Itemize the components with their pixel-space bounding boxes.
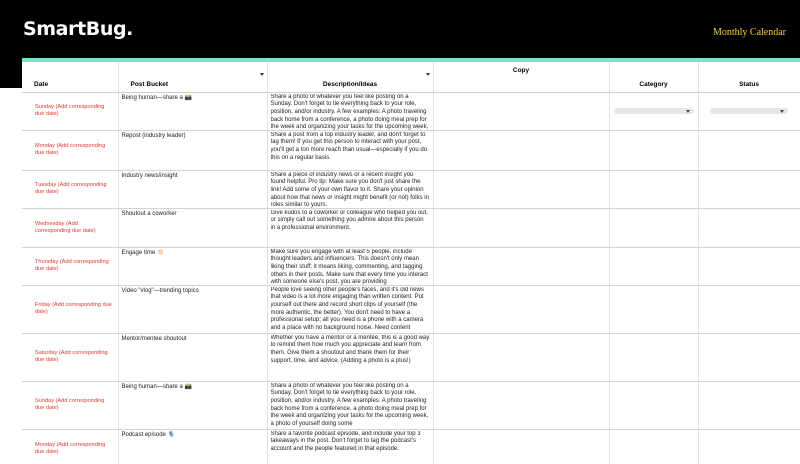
status-cell[interactable]	[698, 333, 800, 381]
post-bucket-cell[interactable]: Being human—share a 📸	[118, 92, 267, 130]
post-bucket-cell[interactable]: Industry news/insight	[118, 170, 267, 208]
copy-cell[interactable]	[433, 208, 609, 247]
smartbug-logo: SmartBug.	[23, 18, 133, 40]
date-cell[interactable]: Sunday (Add corresponding due date)	[22, 381, 118, 429]
status-cell[interactable]	[698, 381, 800, 429]
post-bucket-cell[interactable]: Repost (industry leader)	[118, 130, 267, 170]
description-cell[interactable]: Make sure you engage with at least 5 people, include thought leaders and influencers. This doesn't only mean liking their stuff; it means liking, commenting, and tagging others in their posts. Make sure that every time you interact with someone else's post, you are providing	[267, 247, 433, 285]
date-cell[interactable]: Wednesday (Add corresponding due date)	[22, 208, 118, 247]
copy-cell[interactable]	[433, 130, 609, 170]
date-cell[interactable]: Monday (Add corresponding due date)	[22, 130, 118, 170]
category-cell[interactable]	[609, 208, 698, 247]
status-cell[interactable]	[698, 92, 800, 130]
page-title: Monthly Calendar	[712, 27, 786, 38]
copy-cell[interactable]	[433, 170, 609, 208]
header-row	[22, 62, 800, 92]
post-bucket-cell[interactable]: Video "vlog"—trending topics	[118, 285, 267, 333]
dropdown-arrow-icon	[686, 110, 690, 113]
date-cell[interactable]: Thursday (Add corresponding due date)	[22, 247, 118, 285]
description-cell[interactable]: People love seeing other people's faces, and it's old news that video is a lot more engaging than written content. Put yourself out there and record short clips of yourself (the more authentic, the better). You don't need to have a professional setup; all you need is a phone with a camera and a place with no background noise. Need content	[267, 285, 433, 333]
calendar-sheet	[22, 62, 800, 464]
date-cell[interactable]: Monday (Add corresponding due date)	[22, 429, 118, 464]
category-cell[interactable]	[609, 285, 698, 333]
column-header-status[interactable]: Status	[698, 62, 800, 92]
table-row	[22, 130, 800, 170]
description-cell[interactable]: Share a photo of whatever you feel like posting on a Sunday. Don't forget to tie everything back to your role, position, and/or industry. A few examples: A photo traveling back home from a conference, a photo doing meal prep for the week and organizing your tasks for the upcoming week, a photo of yourself doing some	[267, 381, 433, 429]
column-header-copy[interactable]: Copy	[433, 62, 609, 92]
status-dropdown[interactable]	[710, 108, 788, 114]
category-cell[interactable]	[609, 247, 698, 285]
post-bucket-cell[interactable]: Being human—share a 📸	[118, 381, 267, 429]
column-header-date[interactable]: Date	[22, 62, 118, 92]
copy-cell[interactable]	[433, 381, 609, 429]
description-cell[interactable]: Share a piece of industry news or a recent insight you found helpful. Pro tip: Make sure you don't just share the link! Add some of your own flavor to it. Share your opinion about how that news or insight might benefit (or not) folks in roles similar to yours.	[267, 170, 433, 208]
copy-cell[interactable]	[433, 92, 609, 130]
post-bucket-cell[interactable]: Engage time 👋🏻	[118, 247, 267, 285]
status-cell[interactable]	[698, 429, 800, 464]
table-row	[22, 285, 800, 333]
status-cell[interactable]	[698, 208, 800, 247]
description-cell[interactable]: Share a post from a top industry leader, and don't forget to tag them! If you get this person to interact with your post, you'll get a ton more reach than usual—especially if you do this on a regular basis.	[267, 130, 433, 170]
table-row	[22, 92, 800, 130]
category-cell[interactable]	[609, 333, 698, 381]
status-cell[interactable]	[698, 285, 800, 333]
table-row	[22, 208, 800, 247]
calendar-table	[22, 62, 800, 464]
post-bucket-cell[interactable]: Shoutout a coworker	[118, 208, 267, 247]
dropdown-arrow-icon	[780, 110, 784, 113]
date-cell[interactable]: Tuesday (Add corresponding due date)	[22, 170, 118, 208]
copy-cell[interactable]	[433, 429, 609, 464]
category-cell[interactable]	[609, 381, 698, 429]
category-cell[interactable]	[609, 170, 698, 208]
date-cell[interactable]: Friday (Add corresponding due date)	[22, 285, 118, 333]
category-cell[interactable]	[609, 92, 698, 130]
copy-cell[interactable]	[433, 333, 609, 381]
column-header-post-bucket[interactable]: Post Bucket	[118, 62, 267, 92]
table-row	[22, 247, 800, 285]
category-cell[interactable]	[609, 130, 698, 170]
date-cell[interactable]: Saturday (Add corresponding due date)	[22, 333, 118, 381]
copy-cell[interactable]	[433, 247, 609, 285]
status-cell[interactable]	[698, 130, 800, 170]
column-header-description[interactable]: Description/Ideas	[267, 62, 433, 92]
table-row	[22, 381, 800, 429]
date-cell[interactable]: Sunday (Add corresponding due date)	[22, 92, 118, 130]
status-cell[interactable]	[698, 247, 800, 285]
column-header-category[interactable]: Category	[609, 62, 698, 92]
table-row	[22, 333, 800, 381]
table-row	[22, 170, 800, 208]
copy-cell[interactable]	[433, 285, 609, 333]
status-cell[interactable]	[698, 170, 800, 208]
description-cell[interactable]: Share a favorite podcast episode, and include your top 3 takeaways in the post. Don't forget to tag the podcast's account and the people featured in that episode.	[267, 429, 433, 464]
column-menu-icon[interactable]	[260, 73, 264, 76]
table-row	[22, 429, 800, 464]
category-dropdown[interactable]	[614, 108, 694, 114]
header-bar	[0, 0, 800, 58]
category-cell[interactable]	[609, 429, 698, 464]
post-bucket-cell[interactable]: Podcast episode 🎙️	[118, 429, 267, 464]
post-bucket-cell[interactable]: Mentor/mentee shoutout	[118, 333, 267, 381]
description-cell[interactable]: Share a photo of whatever you feel like posting on a Sunday. Don't forget to tie everything back to your role, position, and/or industry. A few examples: A photo traveling back home from a conference, a photo doing meal prep for the week and organizing your tasks for the upcoming week,	[267, 92, 433, 130]
column-menu-icon[interactable]	[426, 73, 430, 76]
description-cell[interactable]: Whether you have a mentor or a mentee, this is a good way to remind them how much you appreciate and learn from them. Give them a shoutout and thank them for their support, time, and advice. (Adding a photo is a plus!)	[267, 333, 433, 381]
description-cell[interactable]: Give kudos to a coworker or colleague who helped you out, or simply call out something you admire about this person in a professional environment.	[267, 208, 433, 247]
